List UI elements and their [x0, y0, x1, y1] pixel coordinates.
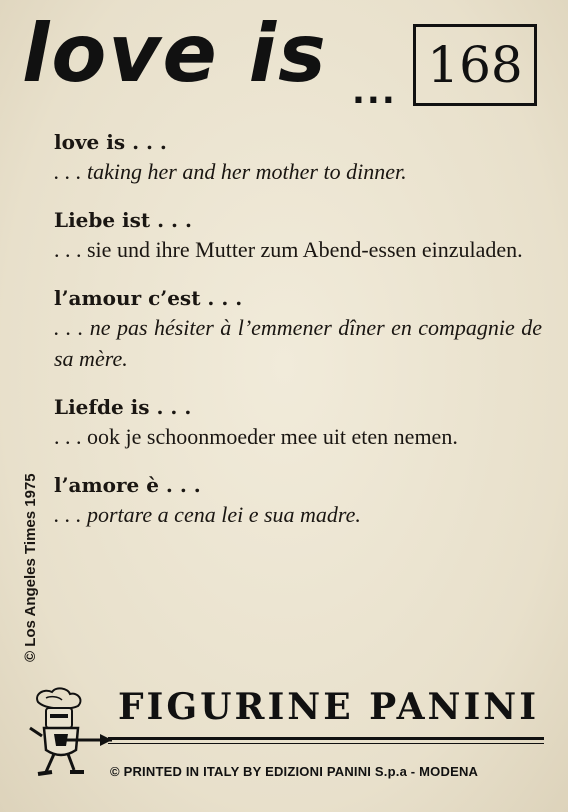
entry-text: . . . portare a cena lei e sua madre. — [54, 502, 361, 527]
brand-underline — [108, 737, 544, 740]
card-number-box — [413, 24, 537, 106]
panini-knight-mascot-icon — [24, 684, 114, 780]
entry-text: . . . taking her and her mother to dinner. — [54, 159, 407, 184]
translations-list — [54, 128, 542, 549]
entry-dutch — [54, 393, 542, 452]
copyright-vertical: © Los Angeles Times 1975 — [22, 473, 39, 662]
entry-italian — [54, 471, 542, 530]
entry-text: . . . ook je schoonmoeder mee uit eten nemen. — [54, 424, 458, 449]
entry-heading: l’amore è . . . — [54, 473, 201, 497]
brand-logo: FIGURINE PANINI — [118, 686, 540, 728]
brand-underline-thin — [108, 743, 544, 744]
entry-english — [54, 128, 542, 187]
card-number: 168 — [427, 36, 523, 94]
printed-notice: © PRINTED IN ITALY BY EDIZIONI PANINI S.p.a - MODENA — [110, 764, 479, 779]
card-title-ellipsis: ... — [352, 72, 397, 112]
entry-heading: l’amour c’est . . . — [54, 286, 243, 310]
entry-text: . . . sie und ihre Mutter zum Abend-essen einzuladen. — [54, 237, 523, 262]
entry-heading: love is . . . — [54, 130, 167, 154]
entry-heading: Liebe ist . . . — [54, 208, 192, 232]
card-title: love is — [22, 7, 328, 100]
entry-text: . . . ne pas hésiter à l’emmener dîner en compagnie de sa mère. — [54, 315, 542, 371]
entry-german — [54, 206, 542, 265]
entry-french — [54, 284, 542, 374]
entry-heading: Liefde is . . . — [54, 395, 192, 419]
